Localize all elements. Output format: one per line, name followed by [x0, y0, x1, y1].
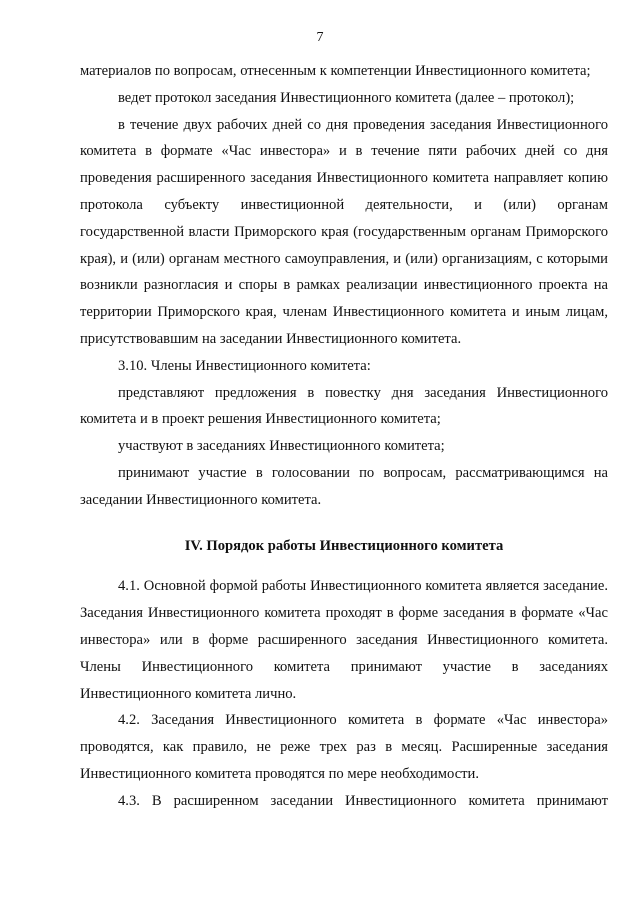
- page-number: 7: [316, 30, 324, 45]
- paragraph: ведет протокол заседания Инвестиционного комитета (далее – протокол);: [118, 89, 575, 106]
- paragraph: принимают участие в голосовании по вопросам, рассматривающимся на заседании Инвестиционного комитета.: [80, 464, 608, 508]
- paragraph: 4.2. Заседания Инвестиционного комитета в формате «Час инвестора» проводятся, как правило, не реже трех раз в месяц. Расширенные заседания Инвестиционного комитета проводятся по мере необходимости.: [80, 712, 608, 782]
- paragraph: в течение двух рабочих дней со дня проведения заседания Инвестиционного комитета в формате «Час инвестора» и в течение пяти рабочих дней со дня проведения расширенного заседания Инвестиционного комитета направляет копию протокола субъекту инвестиционной деятельности, и (или) органам государственной власти Приморского края (государственным органам Приморского края), и (или) органам местного самоуправления, и (или) организациям, с которыми возникли разногласия и споры в рамках реализации инвестиционного проекта на территории Приморского края, членам Инвестиционного комитета и иным лицам, присутствовавшим на заседании Инвестиционного комитета.: [80, 116, 608, 347]
- paragraph: 3.10. Члены Инвестиционного комитета:: [118, 357, 371, 374]
- paragraph: участвуют в заседаниях Инвестиционного комитета;: [118, 438, 445, 455]
- paragraph: представляют предложения в повестку дня заседания Инвестиционного комитета и в проект решения Инвестиционного комитета;: [80, 384, 608, 428]
- document-body: [80, 58, 608, 815]
- paragraph: 4.3. В расширенном заседании Инвестиционного комитета принимают: [118, 792, 608, 809]
- paragraph: материалов по вопросам, отнесенным к компетенции Инвестиционного комитета;: [80, 63, 591, 79]
- section-heading: IV. Порядок работы Инвестиционного комитета: [184, 537, 504, 554]
- paragraph: 4.1. Основной формой работы Инвестиционного комитета является заседание. Заседания Инвестиционного комитета проходят в форме заседания в формате «Час инвестора» или в форме расширенного заседания Инвестиционного комитета. Члены Инвестиционного комитета принимают участие в заседаниях Инвестиционного комитета лично.: [80, 578, 608, 702]
